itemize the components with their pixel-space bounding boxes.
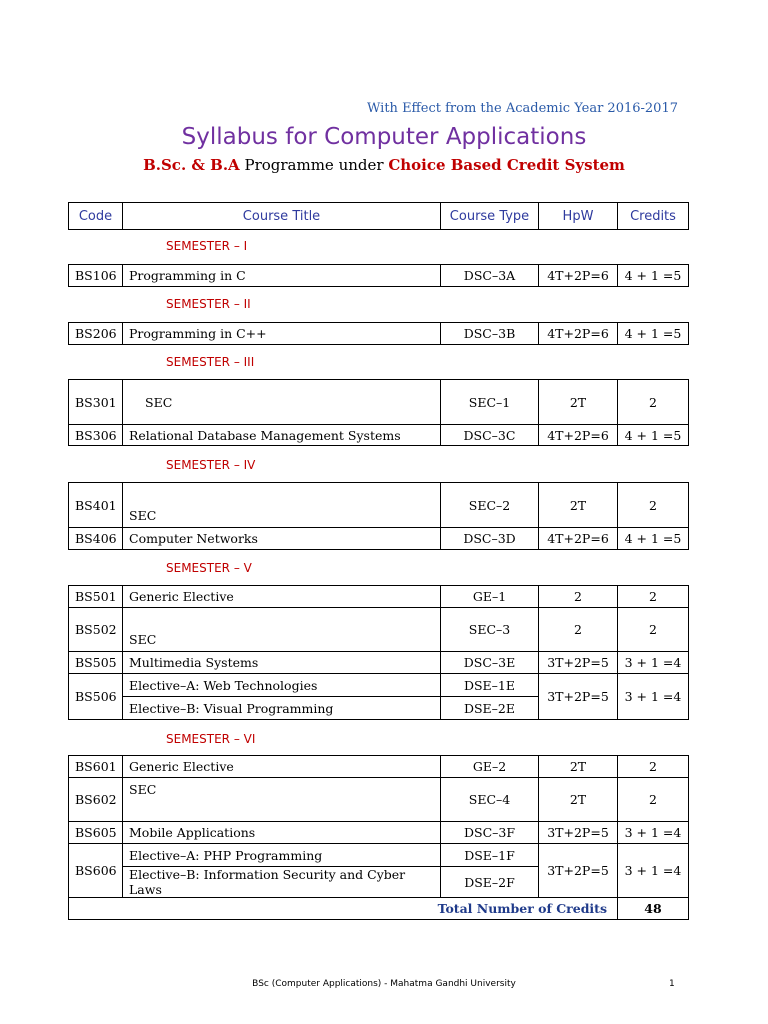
effective-year: With Effect from the Academic Year 2016-2017 [367,101,678,116]
course-type: SEC–3 [441,608,539,652]
course-title: SEC [123,608,441,652]
course-title: Generic Elective [123,756,441,778]
table-row [69,265,689,287]
col-code: Code [69,203,123,230]
header-table [68,202,688,230]
course-credits: 2 [618,608,689,652]
page-number: 1 [669,979,675,989]
course-hpw: 2 [539,586,618,608]
subtitle-programme: Programme under [239,156,389,174]
course-title: Mobile Applications [123,822,441,844]
course-code: BS106 [69,265,123,287]
course-type: DSE–1F [441,844,539,867]
table-row [69,778,689,822]
table-row [69,323,689,345]
course-type: SEC–1 [441,380,539,425]
course-title: SEC [123,483,441,528]
page-subtitle [0,156,768,174]
semester-3-table [68,379,688,446]
semester-label: SEMESTER – V [166,561,252,575]
semester-5-table [68,585,688,720]
course-hpw: 3T+2P=5 [539,844,618,898]
course-type: DSE–1E [441,674,539,697]
table-row [69,674,689,697]
course-title: Relational Database Management Systems [123,425,441,446]
course-type: DSC–3C [441,425,539,446]
course-credits: 3 + 1 =4 [618,674,689,720]
table-row [69,528,689,550]
course-credits: 4 + 1 =5 [618,323,689,345]
course-code: BS502 [69,608,123,652]
course-type: SEC–2 [441,483,539,528]
subtitle-degree: B.Sc. & B.A [143,156,240,174]
table-row [69,608,689,652]
course-title: Elective–A: PHP Programming [123,844,441,867]
semester-1-table [68,264,688,287]
semester-label: SEMESTER – III [166,355,255,369]
course-code: BS301 [69,380,123,425]
table-row [69,483,689,528]
course-type: DSE–2E [441,697,539,720]
semester-4-table [68,482,688,550]
course-hpw: 2T [539,380,618,425]
course-hpw: 4T+2P=6 [539,323,618,345]
course-title: Generic Elective [123,586,441,608]
table-row [69,652,689,674]
course-title: Elective–B: Information Security and Cyber Laws [123,867,441,898]
semester-label: SEMESTER – I [166,239,248,253]
course-type: GE–2 [441,756,539,778]
course-code: BS602 [69,778,123,822]
col-credits: Credits [618,203,689,230]
course-credits: 3 + 1 =4 [618,844,689,898]
course-type: SEC–4 [441,778,539,822]
semester-label: SEMESTER – II [166,297,251,311]
course-title: Computer Networks [123,528,441,550]
course-credits: 4 + 1 =5 [618,425,689,446]
course-credits: 4 + 1 =5 [618,265,689,287]
table-row [69,586,689,608]
course-hpw: 2 [539,608,618,652]
total-label: Total Number of Credits [69,898,618,920]
course-code: BS401 [69,483,123,528]
total-row [69,898,689,920]
subtitle-system: Choice Based Credit System [388,156,625,174]
total-value: 48 [618,898,689,920]
course-code: BS506 [69,674,123,720]
page-title: Syllabus for Computer Applications [181,124,587,150]
course-hpw: 3T+2P=5 [539,652,618,674]
course-hpw: 4T+2P=6 [539,528,618,550]
course-code: BS605 [69,822,123,844]
course-title: SEC [123,380,441,425]
course-hpw: 3T+2P=5 [539,822,618,844]
course-type: GE–1 [441,586,539,608]
semester-label: SEMESTER – IV [166,458,256,472]
course-credits: 2 [618,756,689,778]
course-code: BS505 [69,652,123,674]
course-credits: 3 + 1 =4 [618,652,689,674]
course-type: DSC–3D [441,528,539,550]
table-row [69,425,689,446]
course-type: DSC–3E [441,652,539,674]
course-code: BS601 [69,756,123,778]
course-hpw: 4T+2P=6 [539,425,618,446]
semester-2-table [68,322,688,345]
course-hpw: 4T+2P=6 [539,265,618,287]
col-hpw: HpW [539,203,618,230]
page-footer: BSc (Computer Applications) - Mahatma Gandhi University [252,979,516,989]
course-title: Multimedia Systems [123,652,441,674]
course-credits: 3 + 1 =4 [618,822,689,844]
course-type: DSC–3B [441,323,539,345]
table-row [69,756,689,778]
course-title: SEC [123,778,441,822]
course-hpw: 2T [539,483,618,528]
semester-label: SEMESTER – VI [166,732,256,746]
course-title: Programming in C [123,265,441,287]
table-row [69,844,689,867]
course-code: BS606 [69,844,123,898]
course-code: BS406 [69,528,123,550]
course-title: Elective–B: Visual Programming [123,697,441,720]
course-code: BS206 [69,323,123,345]
course-hpw: 3T+2P=5 [539,674,618,720]
course-hpw: 2T [539,756,618,778]
course-credits: 4 + 1 =5 [618,528,689,550]
course-code: BS501 [69,586,123,608]
course-credits: 2 [618,483,689,528]
course-credits: 2 [618,586,689,608]
table-row [69,380,689,425]
course-title: Elective–A: Web Technologies [123,674,441,697]
course-title: Programming in C++ [123,323,441,345]
course-credits: 2 [618,380,689,425]
course-type: DSC–3A [441,265,539,287]
course-type: DSE–2F [441,867,539,898]
semester-6-table [68,755,688,920]
col-course-type: Course Type [441,203,539,230]
course-hpw: 2T [539,778,618,822]
course-code: BS306 [69,425,123,446]
course-type: DSC–3F [441,822,539,844]
table-row [69,822,689,844]
course-credits: 2 [618,778,689,822]
col-course-title: Course Title [123,203,441,230]
